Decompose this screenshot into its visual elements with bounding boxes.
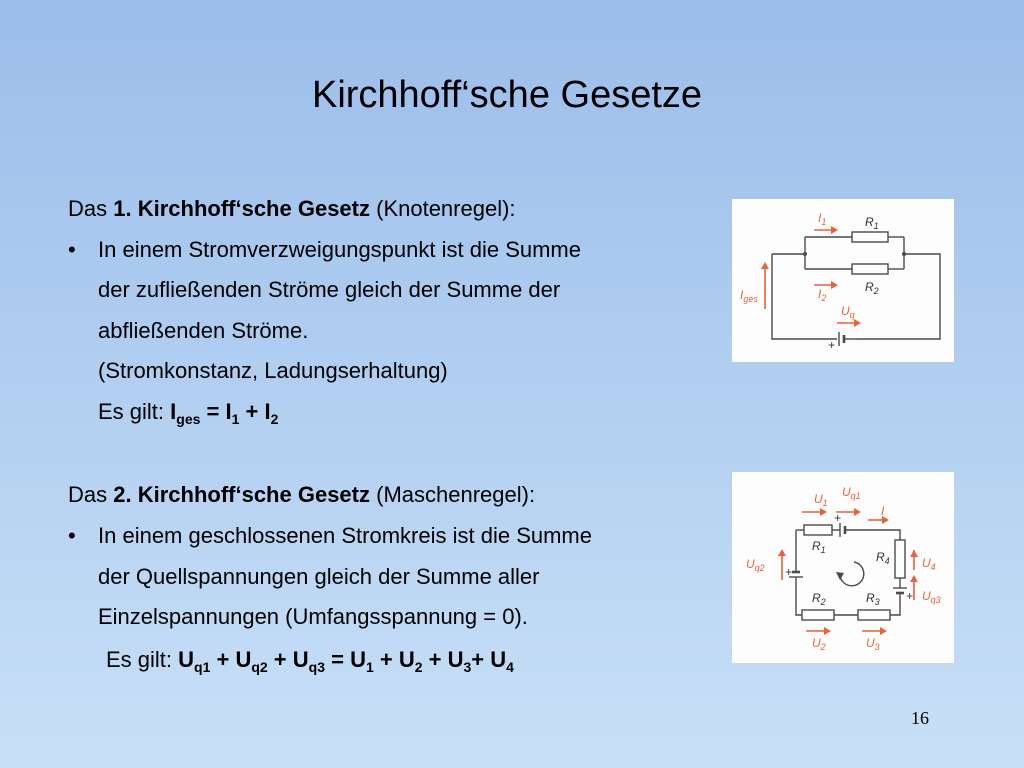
- law1-line-4: (Stromkonstanz, Ladungserhaltung): [98, 358, 448, 383]
- svg-text:U3: $U_3$: [866, 636, 880, 652]
- law2-bullet: •: [68, 523, 76, 548]
- svg-text:+: +: [828, 338, 836, 352]
- law2-intro-suffix: (Maschenregel):: [370, 482, 536, 507]
- law1-intro: [68, 195, 516, 223]
- law1-intro-suffix: (Knotenregel):: [370, 196, 516, 221]
- law2-formula: [106, 646, 514, 674]
- svg-text:R4: $R_4$: [876, 550, 890, 566]
- law1-line-2: der zufließenden Ströme gleich der Summe der: [98, 277, 561, 302]
- svg-text:U4: $U_4$: [922, 556, 936, 572]
- svg-text:R1: $R_1$: [812, 539, 826, 555]
- svg-text:Uq1: $U_{q1}$: [842, 485, 861, 501]
- law2-line-1: In einem geschlossenen Stromkreis ist die Summe: [98, 523, 592, 548]
- svg-text:Uq3: $U_{q3}$: [922, 589, 941, 605]
- svg-text:Uq2: $U_{q2}$: [746, 557, 765, 573]
- law1-intro-bold: 1. Kirchhoff‘sche Gesetz: [113, 196, 370, 221]
- slide-title: Kirchhoff‘sche Gesetze: [311, 74, 703, 116]
- law1-intro-prefix: Das: [68, 196, 114, 221]
- svg-text:I: I: [881, 504, 885, 518]
- law2-line-3: Einzelspannungen (Umfangsspannung = 0).: [98, 604, 528, 629]
- svg-text:Uq: $U_q$: [841, 304, 855, 320]
- mesh-circuit-diagram: [732, 472, 954, 663]
- law2-intro: [68, 481, 535, 509]
- law1-formula: [98, 398, 278, 426]
- law1-formula-prefix: Es gilt:: [98, 399, 171, 424]
- law2-formula-prefix: Es gilt:: [106, 647, 179, 672]
- law2-intro-prefix: Das: [68, 482, 114, 507]
- law2-formula-expression: $U_{q1} + U_{q2} + U_{q3} = U_1 + U_2 + U_3+ U_4$: [178, 647, 514, 675]
- law2-line-2: der Quellspannungen gleich der Summe aller: [98, 564, 540, 589]
- svg-text:I2: $I_2$: [818, 287, 827, 303]
- page-number: 16: [911, 708, 929, 728]
- svg-text:R1: $R_1$: [865, 215, 879, 231]
- svg-text:U2: $U_2$: [812, 636, 826, 652]
- law1-bullet: •: [68, 237, 76, 262]
- svg-text:+: +: [785, 565, 793, 579]
- svg-text:+: +: [834, 511, 842, 525]
- svg-text:Iges: $I_{ges}$: [740, 288, 758, 304]
- law1-formula-expression: $I_{ges} = I_1 + I_2$: [170, 399, 279, 427]
- parallel-circuit-diagram: [732, 199, 954, 362]
- svg-text:R3: $R_3$: [866, 591, 880, 607]
- law1-line-3: abfließenden Ströme.: [98, 318, 309, 343]
- svg-text:R2: $R_2$: [812, 591, 826, 607]
- law2-intro-bold: 2. Kirchhoff‘sche Gesetz: [113, 482, 370, 507]
- svg-text:+: +: [906, 589, 914, 603]
- svg-text:U1: $U_1$: [814, 492, 828, 508]
- law1-line-1: In einem Stromverzweigungspunkt ist die Summe: [98, 237, 581, 262]
- svg-text:I1: $I_1$: [818, 211, 827, 227]
- svg-text:R2: $R_2$: [865, 280, 879, 296]
